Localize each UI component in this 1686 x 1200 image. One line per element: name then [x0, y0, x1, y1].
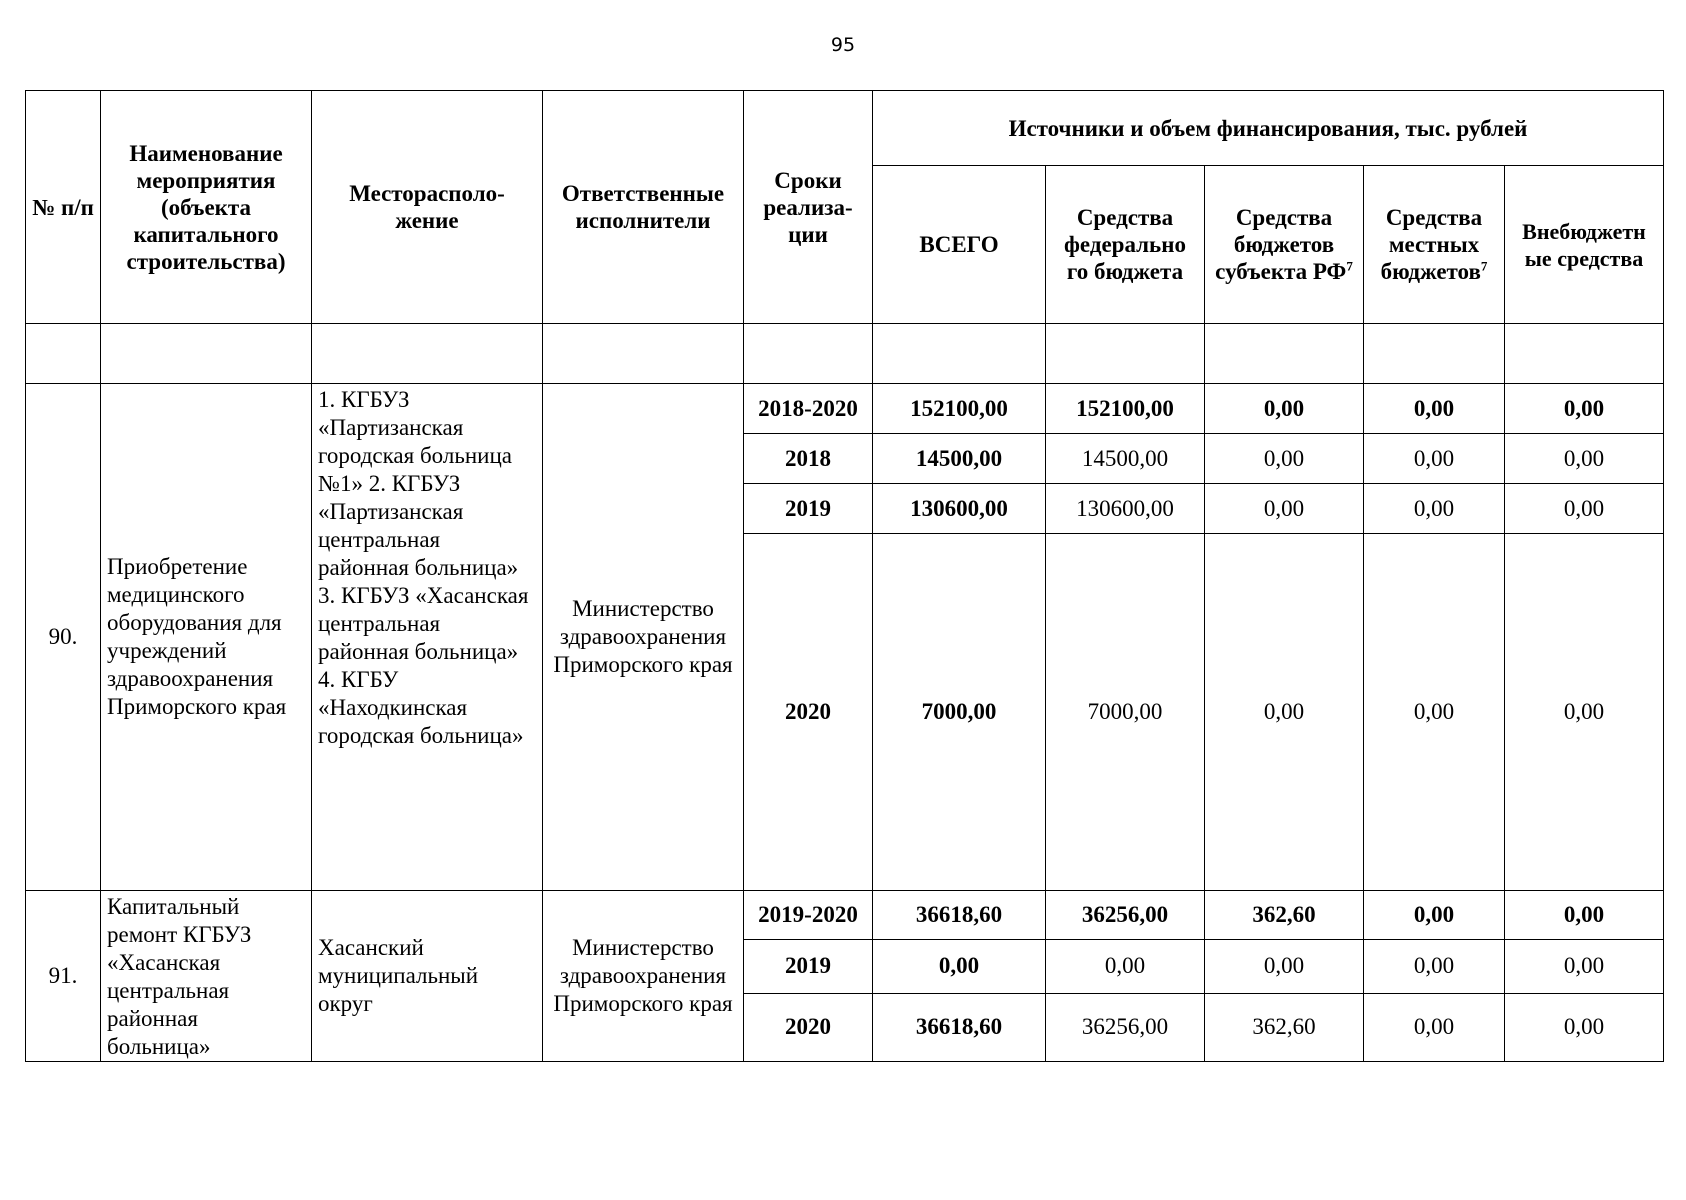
header-no: № п/п	[26, 91, 101, 324]
local-cell: 0,00	[1364, 384, 1505, 434]
year-cell: 2019-2020	[744, 891, 873, 940]
regional-cell: 0,00	[1205, 434, 1364, 484]
year-cell: 2020	[744, 993, 873, 1061]
row-90-responsible: Министерство здравоохранения Приморского края	[543, 384, 744, 891]
year-cell: 2018-2020	[744, 384, 873, 434]
extra-cell: 0,00	[1505, 993, 1664, 1061]
header-local-footnote: 7	[1480, 258, 1488, 274]
page-number: 95	[830, 34, 856, 56]
year-cell: 2019	[744, 484, 873, 534]
regional-cell: 0,00	[1205, 384, 1364, 434]
extra-cell: 0,00	[1505, 534, 1664, 891]
total-cell: 36618,60	[873, 993, 1046, 1061]
header-financing: Источники и объем финансирования, тыс. рублей	[873, 91, 1664, 166]
federal-cell: 152100,00	[1046, 384, 1205, 434]
extra-cell: 0,00	[1505, 891, 1664, 940]
local-cell: 0,00	[1364, 484, 1505, 534]
federal-cell: 0,00	[1046, 940, 1205, 993]
total-cell: 0,00	[873, 940, 1046, 993]
regional-cell: 0,00	[1205, 534, 1364, 891]
local-cell: 0,00	[1364, 534, 1505, 891]
header-total: ВСЕГО	[873, 166, 1046, 324]
header-responsible: Ответственные исполнители	[543, 91, 744, 324]
row-90-name: Приобретение медицинского оборудования для учреждений здравоохранения Приморского края	[101, 384, 312, 891]
row-91-no: 91.	[26, 891, 101, 1062]
regional-cell: 0,00	[1205, 484, 1364, 534]
local-cell: 0,00	[1364, 434, 1505, 484]
local-cell: 0,00	[1364, 940, 1505, 993]
extra-cell: 0,00	[1505, 484, 1664, 534]
total-cell: 7000,00	[873, 534, 1046, 891]
extra-cell: 0,00	[1505, 940, 1664, 993]
local-cell: 0,00	[1364, 993, 1505, 1061]
header-regional	[1205, 166, 1364, 324]
financing-table	[25, 90, 1664, 1062]
extra-cell: 0,00	[1505, 434, 1664, 484]
federal-cell: 36256,00	[1046, 891, 1205, 940]
header-extra: Внебюджетн ые средства	[1505, 166, 1664, 324]
local-cell: 0,00	[1364, 891, 1505, 940]
table-row	[26, 891, 1664, 940]
header-row-1	[26, 91, 1664, 166]
federal-cell: 36256,00	[1046, 993, 1205, 1061]
header-terms: Сроки реализа-ции	[744, 91, 873, 324]
federal-cell: 130600,00	[1046, 484, 1205, 534]
regional-cell: 362,60	[1205, 891, 1364, 940]
header-federal: Средства федерально го бюджета	[1046, 166, 1205, 324]
header-local	[1364, 166, 1505, 324]
row-91-location: Хасанский муниципальный округ	[312, 891, 543, 1062]
row-90-location: 1. КГБУЗ «Партизанская городская больница №1» 2. КГБУЗ «Партизанская центральная районная больница» 3. КГБУЗ «Хасанская центральная районная больница» 4. КГБУ «Находкинская городская больница»	[312, 384, 543, 891]
empty-row	[26, 324, 1664, 384]
header-name: Наименование мероприятия (объекта капитального строительства)	[101, 91, 312, 324]
year-cell: 2018	[744, 434, 873, 484]
table-row	[26, 384, 1664, 434]
total-cell: 152100,00	[873, 384, 1046, 434]
header-local-label: Средства местных бюджетов	[1380, 205, 1483, 284]
regional-cell: 0,00	[1205, 940, 1364, 993]
regional-cell: 362,60	[1205, 993, 1364, 1061]
total-cell: 130600,00	[873, 484, 1046, 534]
total-cell: 14500,00	[873, 434, 1046, 484]
federal-cell: 14500,00	[1046, 434, 1205, 484]
row-90-no: 90.	[26, 384, 101, 891]
total-cell: 36618,60	[873, 891, 1046, 940]
header-location: Месторасполо-жение	[312, 91, 543, 324]
extra-cell: 0,00	[1505, 384, 1664, 434]
header-regional-label: Средства бюджетов субъекта РФ	[1215, 205, 1347, 284]
row-91-name: Капитальный ремонт КГБУЗ «Хасанская центральная районная больница»	[101, 891, 312, 1062]
header-regional-footnote: 7	[1346, 258, 1353, 274]
year-cell: 2019	[744, 940, 873, 993]
row-91-responsible: Министерство здравоохранения Приморского края	[543, 891, 744, 1062]
year-cell: 2020	[744, 534, 873, 891]
federal-cell: 7000,00	[1046, 534, 1205, 891]
